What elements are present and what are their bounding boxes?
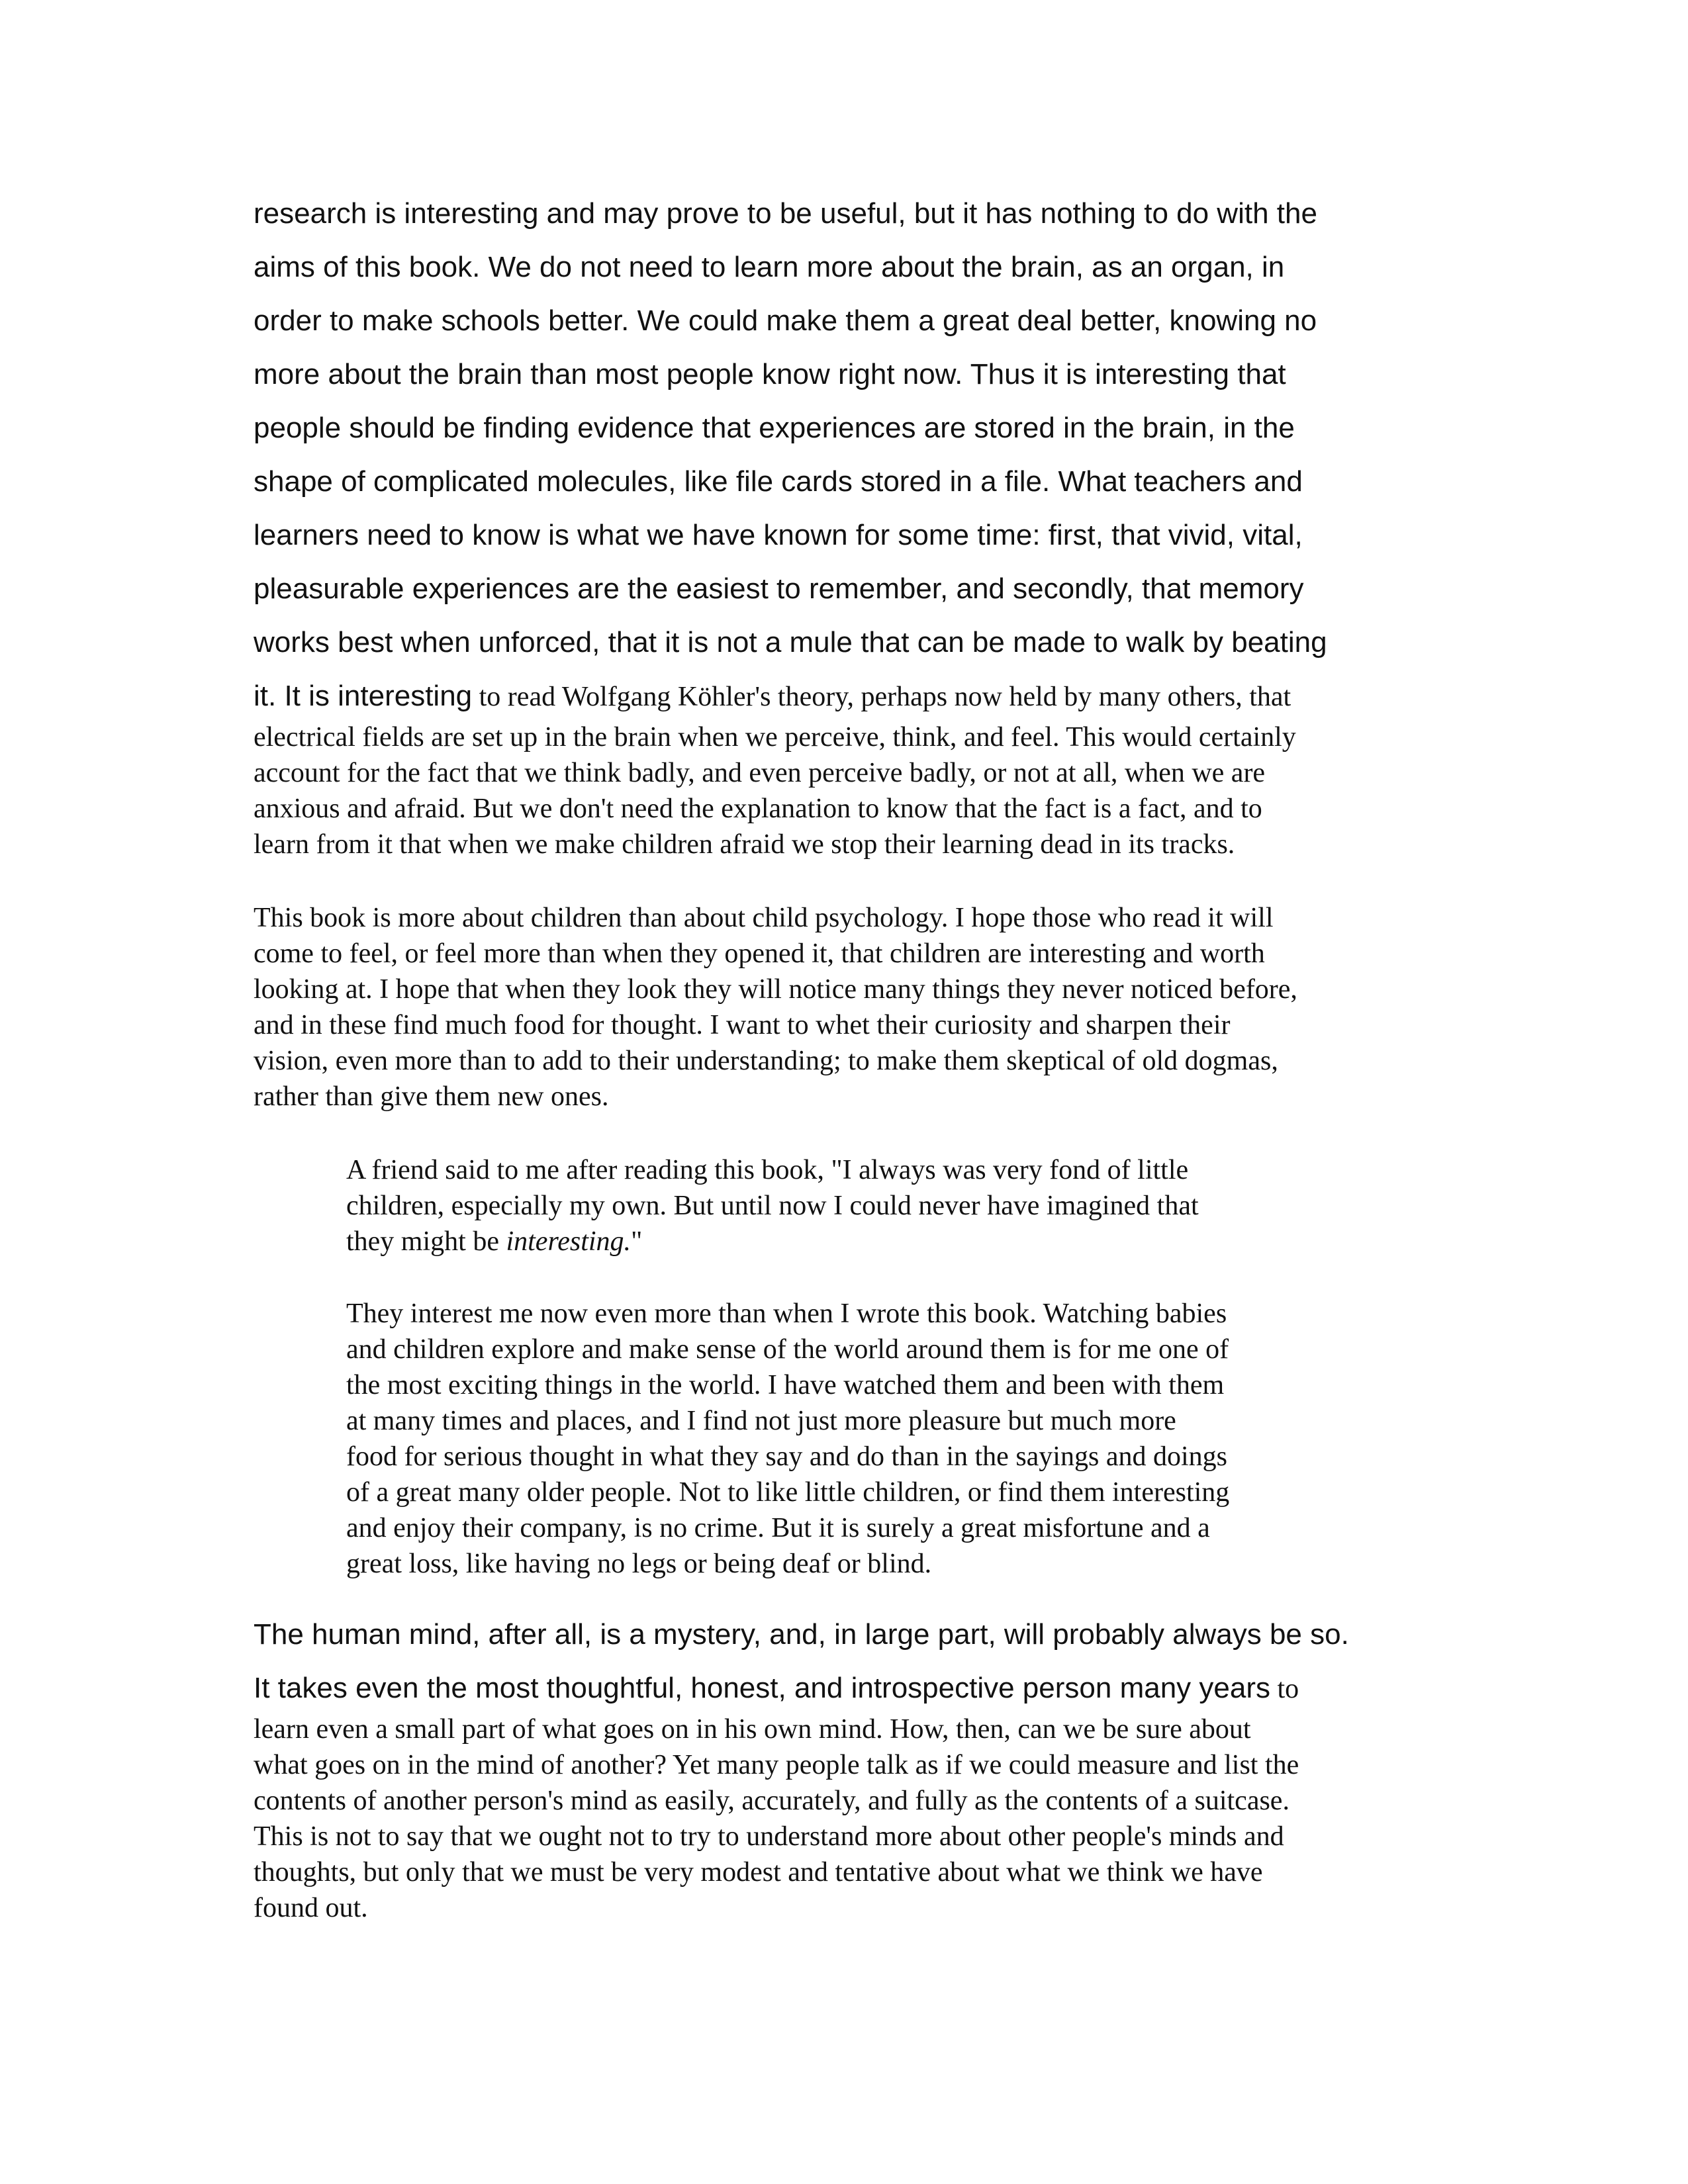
blockquote-2-line: the most exciting things in the world. I have watched them and been with them	[346, 1370, 1225, 1400]
paragraph-3-serif-line: found out.	[254, 1893, 368, 1923]
paragraph-1-line: order to make schools better. We could make them a great deal better, knowing no	[254, 304, 1317, 337]
paragraph-1-line: more about the brain than most people know right now. Thus it is interesting that	[254, 358, 1286, 390]
quote-suffix: "	[631, 1226, 643, 1257]
transition-sans-text: It takes even the most thoughtful, honest, and introspective person many years	[254, 1672, 1270, 1704]
paragraph-2-line: and in these find much food for thought. I want to whet their curiosity and sharpen their	[254, 1010, 1231, 1040]
blockquote-2-line: great loss, like having no legs or being deaf or blind.	[346, 1549, 932, 1579]
transition-serif-text: to read Wolfgang Köhler's theory, perhaps now held by many others, that	[472, 682, 1291, 712]
paragraph-2-line: looking at. I hope that when they look they will notice many things they never noticed before,	[254, 974, 1297, 1005]
paragraph-3-serif-line: what goes on in the mind of another? Yet many people talk as if we could measure and list the	[254, 1750, 1299, 1780]
blockquote-2-line: and children explore and make sense of the world around them is for me one of	[346, 1334, 1229, 1365]
paragraph-1-serif-line: electrical fields are set up in the brain when we perceive, think, and feel. This would certainly	[254, 722, 1296, 752]
paragraph-1-line: pleasurable experiences are the easiest to remember, and secondly, that memory	[254, 572, 1304, 605]
paragraph-1-serif-line: anxious and afraid. But we don't need the explanation to know that the fact is a fact, and to	[254, 794, 1262, 824]
quote-italic-word: interesting.	[506, 1226, 632, 1257]
paragraph-2-line: come to feel, or feel more than when they opened it, that children are interesting and worth	[254, 938, 1265, 969]
blockquote-2-line: They interest me now even more than when I wrote this book. Watching babies	[346, 1298, 1227, 1329]
paragraph-2-line: This book is more about children than about child psychology. I hope those who read it will	[254, 903, 1274, 933]
blockquote-1-line: A friend said to me after reading this book, "I always was very fond of little	[346, 1155, 1189, 1185]
paragraph-3-serif-line: learn even a small part of what goes on in his own mind. How, then, can we be sure about	[254, 1714, 1251, 1745]
paragraph-3-serif-line: contents of another person's mind as easily, accurately, and fully as the contents of a suitcase.	[254, 1786, 1289, 1816]
blockquote-1-last-line	[346, 1224, 642, 1259]
paragraph-1-line: people should be finding evidence that experiences are stored in the brain, in the	[254, 412, 1295, 444]
paragraph-3-serif-line: This is not to say that we ought not to try to understand more about other people's minds and	[254, 1821, 1284, 1852]
paragraph-3-sans-line: The human mind, after all, is a mystery, and, in large part, will probably always be so.	[254, 1618, 1349, 1651]
blockquote-2-line: of a great many older people. Not to like little children, or find them interesting	[346, 1477, 1230, 1508]
paragraph-1-line: shape of complicated molecules, like file cards stored in a file. What teachers and	[254, 465, 1303, 498]
blockquote-2-line: and enjoy their company, is no crime. But it is surely a great misfortune and a	[346, 1513, 1210, 1543]
paragraph-3-transition-line	[254, 1668, 1299, 1715]
blockquote-1-line: children, especially my own. But until now I could never have imagined that	[346, 1191, 1199, 1221]
paragraph-1-serif-line: account for the fact that we think badly, and even perceive badly, or not at all, when we are	[254, 758, 1266, 788]
blockquote-2-line: food for serious thought in what they say and do than in the sayings and doings	[346, 1441, 1227, 1472]
paragraph-1-serif-line: learn from it that when we make children afraid we stop their learning dead in its tracks.	[254, 829, 1235, 860]
paragraph-2-line: rather than give them new ones.	[254, 1081, 609, 1112]
quote-prefix: they might be	[346, 1226, 506, 1257]
paragraph-1-line: works best when unforced, that it is not a mule that can be made to walk by beating	[254, 626, 1327, 659]
paragraph-1-line: aims of this book. We do not need to learn more about the brain, as an organ, in	[254, 251, 1285, 283]
paragraph-1-transition-line	[254, 676, 1291, 723]
paragraph-3-serif-line: thoughts, but only that we must be very modest and tentative about what we think we have	[254, 1857, 1263, 1888]
paragraph-1-line: research is interesting and may prove to be useful, but it has nothing to do with the	[254, 197, 1317, 230]
paragraph-1-line: learners need to know is what we have known for some time: first, that vivid, vital,	[254, 519, 1303, 551]
transition-sans-text: it. It is interesting	[254, 680, 473, 712]
paragraph-2-line: vision, even more than to add to their understanding; to make them skeptical of old dogmas,	[254, 1046, 1278, 1076]
transition-serif-text: to	[1270, 1674, 1299, 1704]
blockquote-2-line: at many times and places, and I find not just more pleasure but much more	[346, 1406, 1176, 1436]
